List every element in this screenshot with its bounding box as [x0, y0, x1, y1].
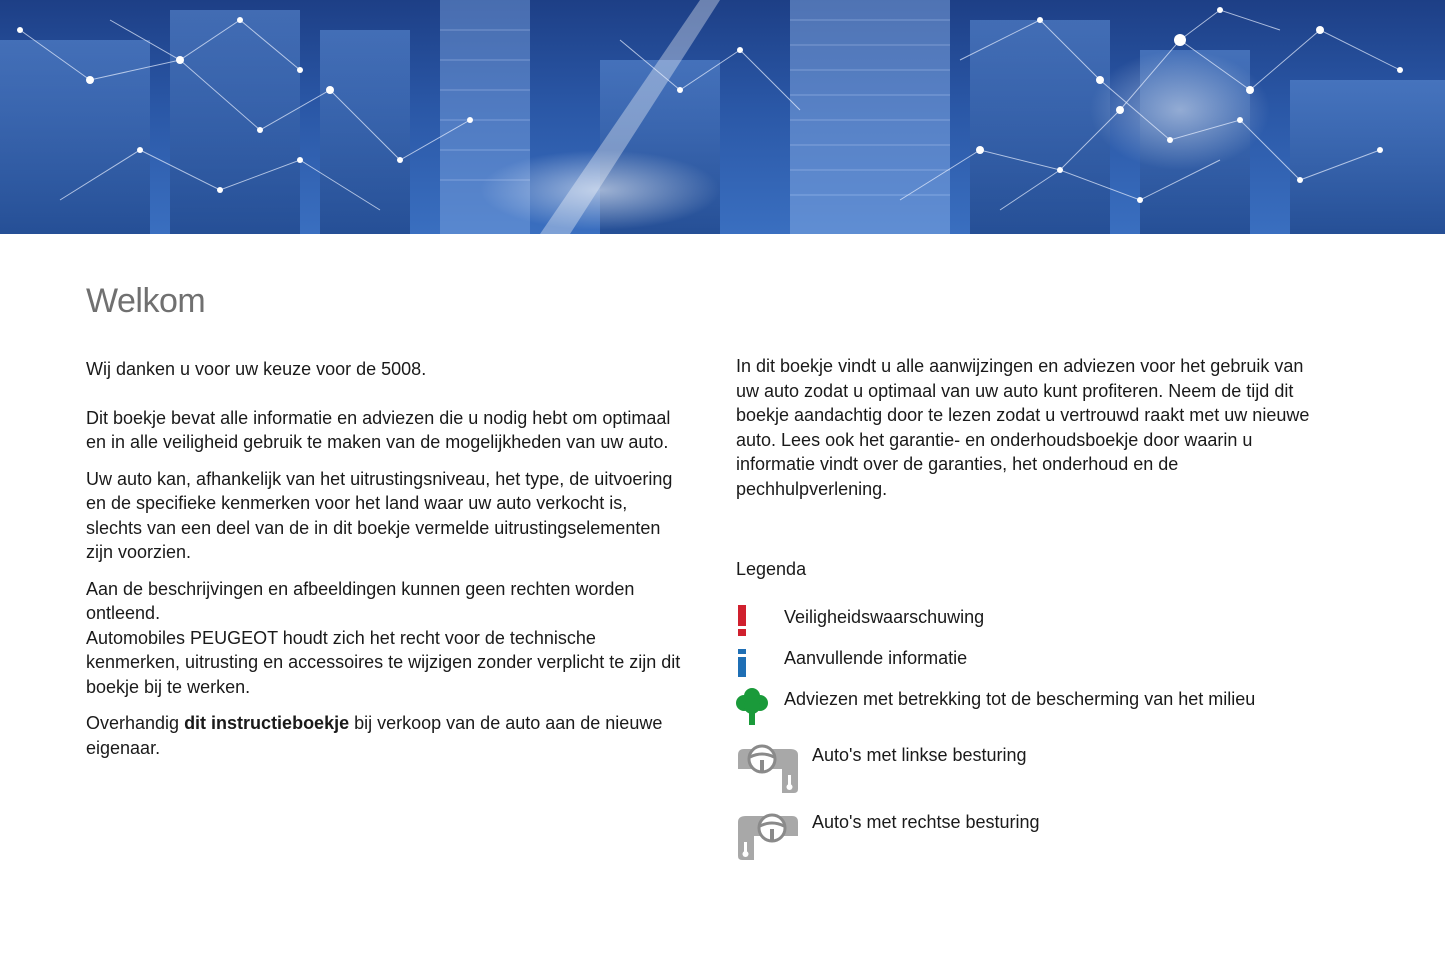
legend-label: Aanvullende informatie [784, 648, 968, 668]
handover-text-start: Overhandig [86, 713, 185, 733]
intro-paragraph: Uw auto kan, afhankelijk van het uitrustingsniveau, het type, de uitvoering en de specifieke kenmerken voor het land waar uw auto verkocht is, slechts van een deel van de in dit boekje vermelde uitrustingselementen zijn voorzien. [86, 468, 673, 562]
legend-item-right-hand-drive [736, 810, 1336, 850]
right-hand-drive-icon [736, 810, 800, 867]
legend-label: Veiligheidswaarschuwing [784, 607, 985, 627]
legend-item-environment [736, 687, 1336, 727]
handover-paragraph [86, 711, 686, 760]
legend-title: Legenda [736, 559, 807, 579]
legend-label: Auto's met linkse besturing [812, 745, 1027, 765]
intro-paragraph: Aan de beschrijvingen en afbeeldingen kunnen geen rechten worden ontleend. [86, 578, 635, 623]
intro-paragraph: In dit boekje vindt u alle aanwijzingen en adviezen voor het gebruik van uw auto zodat u optimaal van uw auto kunt profiteren. Neem de tijd dit boekje aandachtig door te lezen zodat u vertrouwd raakt met uw nieuwe auto. Lees ook het garantie- en onderhoudsboekje door waarin u informatie vindt over de garanties, het onderhoud en de pechhulpverlening. [736, 356, 1310, 499]
handover-text-end: bij verkoop van de auto aan de nieuwe eigenaar. [86, 713, 663, 758]
intro-left-column [86, 357, 686, 760]
tree-icon [736, 687, 768, 732]
legend-item-info [736, 646, 1336, 686]
legend-item-left-hand-drive [736, 743, 1336, 783]
intro-paragraph: Automobiles PEUGEOT houdt zich het recht voor de technische kenmerken, uitrusting en accessoires te wijzigen zonder verplicht te zijn dit boekje bij te werken. [86, 627, 681, 697]
info-icon [736, 646, 748, 683]
legend-label: Adviezen met betrekking tot de bescherming van het milieu [784, 689, 1256, 709]
intro-paragraph: Wij danken u voor uw keuze voor de 5008. [86, 359, 427, 379]
left-hand-drive-icon [736, 743, 800, 800]
legend-item-warning [736, 605, 1336, 645]
header-banner-image [0, 0, 1445, 234]
network-cityscape-illustration [0, 0, 1445, 234]
page-title: Welkom [86, 282, 206, 320]
legend-label: Auto's met rechtse besturing [812, 812, 1040, 832]
exclamation-icon [736, 605, 748, 642]
handover-text-bold: dit instructieboekje [184, 713, 350, 733]
intro-paragraph: Dit boekje bevat alle informatie en adviezen die u nodig hebt om optimaal en in alle veiligheid gebruik te maken van de mogelijkheden van uw auto. [86, 407, 671, 452]
intro-right-column [736, 354, 1326, 501]
